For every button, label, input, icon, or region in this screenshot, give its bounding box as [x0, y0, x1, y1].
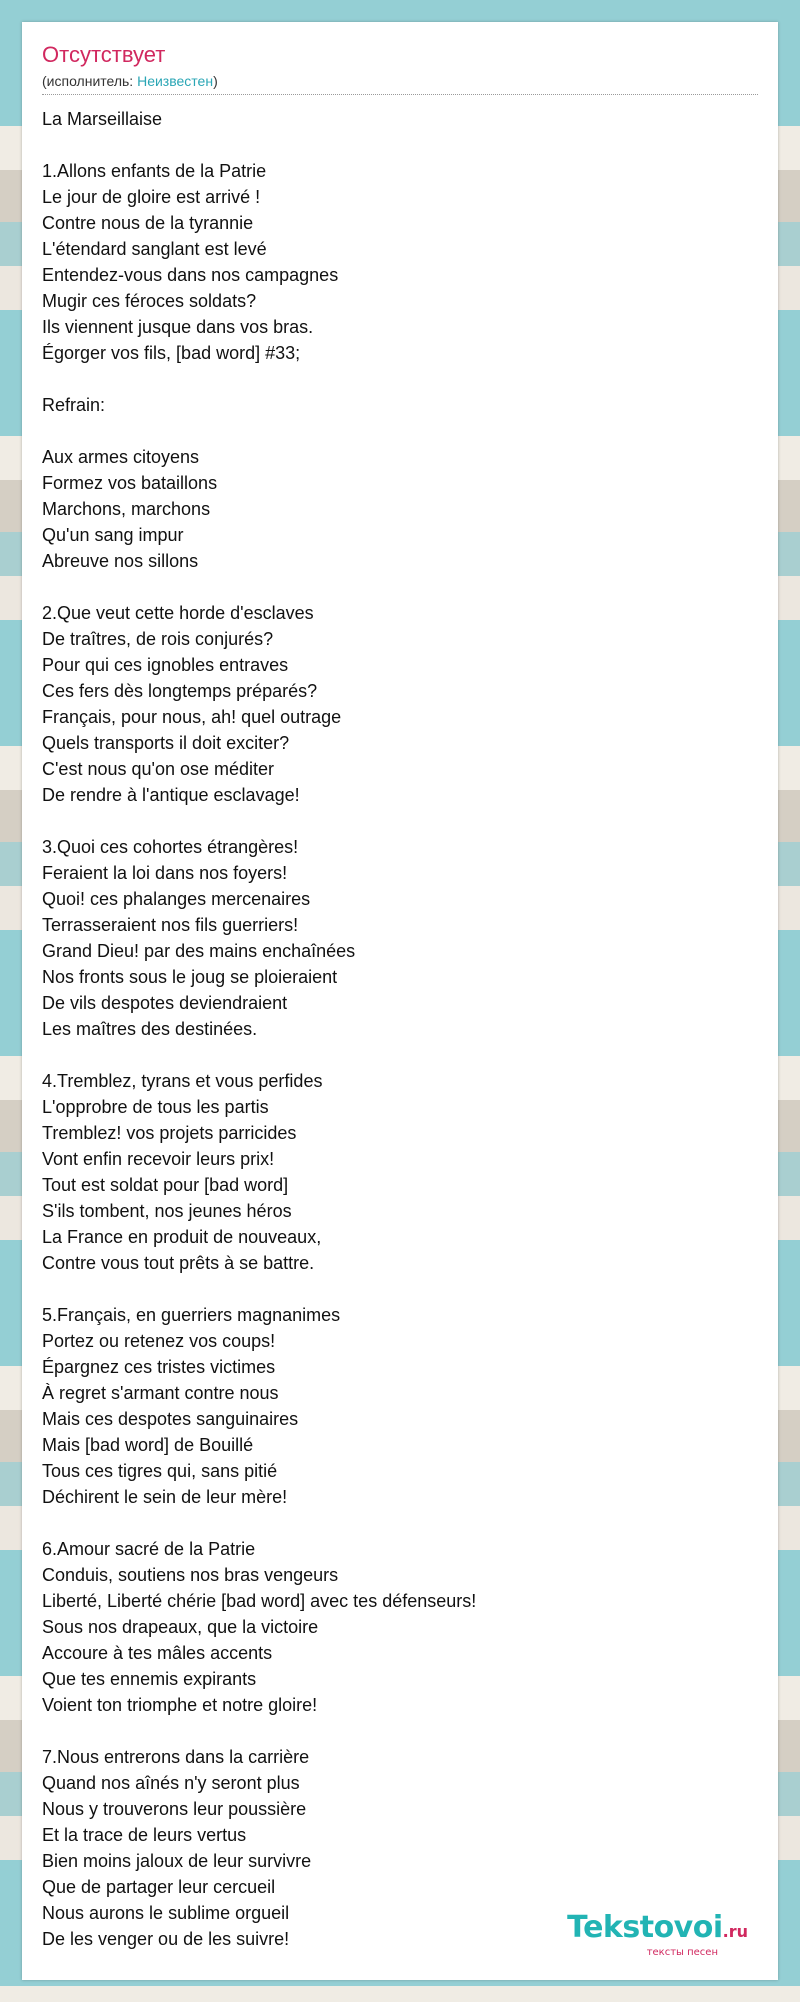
performer-link[interactable]: Неизвестен: [137, 73, 214, 89]
logo-name: Tekstovoi: [567, 1910, 723, 1945]
lyrics-card: [22, 22, 778, 1980]
performer-prefix: (исполнитель:: [42, 73, 138, 89]
title-divider: [42, 94, 758, 95]
logo-tld: .ru: [722, 1922, 748, 1941]
logo-wordmark: [567, 1912, 748, 1948]
song-title: Отсутствует: [42, 42, 166, 67]
lyrics-text: La Marseillaise 1.Allons enfants de la Patrie Le jour de gloire est arrivé ! Contre nous de la tyrannie L'étendard sanglant est levé Entendez-vous dans nos campagnes Mugir ces féroces soldats? Ils viennent jusque dans vos bras. Égorger vos fils, [bad word] #33; Refrain: Aux armes citoyens Formez vos bataillons Marchons, marchons Qu'un sang impur Abreuve nos sillons 2.Que veut cette horde d'esclaves De traîtres, de rois conjurés? Pour qui ces ignobles entraves Ces fers dès longtemps préparés? Français, pour nous, ah! quel outrage Quels transports il doit exciter? C'est nous qu'on ose méditer De rendre à l'antique esclavage! 3.Quoi ces cohortes étrangères! Feraient la loi dans nos foyers! Quoi! ces phalanges mercenaires Terrasseraient nos fils guerriers! Grand Dieu! par des mains enchaînées Nos fronts sous le joug se ploieraient De vils despotes deviendraient Les maîtres des destinées. 4.Tremblez, tyrans et vous perfides L'opprobre de tous les partis Tremblez! vos projets parricides Vont enfin recevoir leurs prix! Tout est soldat pour [bad word] S'ils tombent, nos jeunes héros La France en produit de nouveaux, Contre vous tout prêts à se battre. 5.Français, en guerriers magnanimes Portez ou retenez vos coups! Épargnez ces tristes victimes À regret s'armant contre nous Mais ces despotes sanguinaires Mais [bad word] de Bouillé Tous ces tigres qui, sans pitié Déchirent le sein de leur mère! 6.Amour sacré de la Patrie Conduis, soutiens nos bras vengeurs Liberté, Liberté chérie [bad word] avec tes défenseurs! Sous nos drapeaux, que la victoire Accoure à tes mâles accents Que tes ennemis expirants Voient ton triomphe et notre gloire! 7.Nous entrerons dans la carrière Quand nos aînés n'y seront plus Nous y trouverons leur poussière Et la trace de leurs vertus Bien moins jaloux de leur survivre Que de partager leur cercueil Nous aurons le sublime orgueil De les venger ou de les suivre!: [42, 109, 477, 1949]
performer-line: [42, 72, 218, 90]
site-logo[interactable]: [567, 1912, 748, 1958]
logo-tagline: тексты песен: [646, 1947, 718, 1958]
performer-suffix: ): [213, 73, 218, 89]
